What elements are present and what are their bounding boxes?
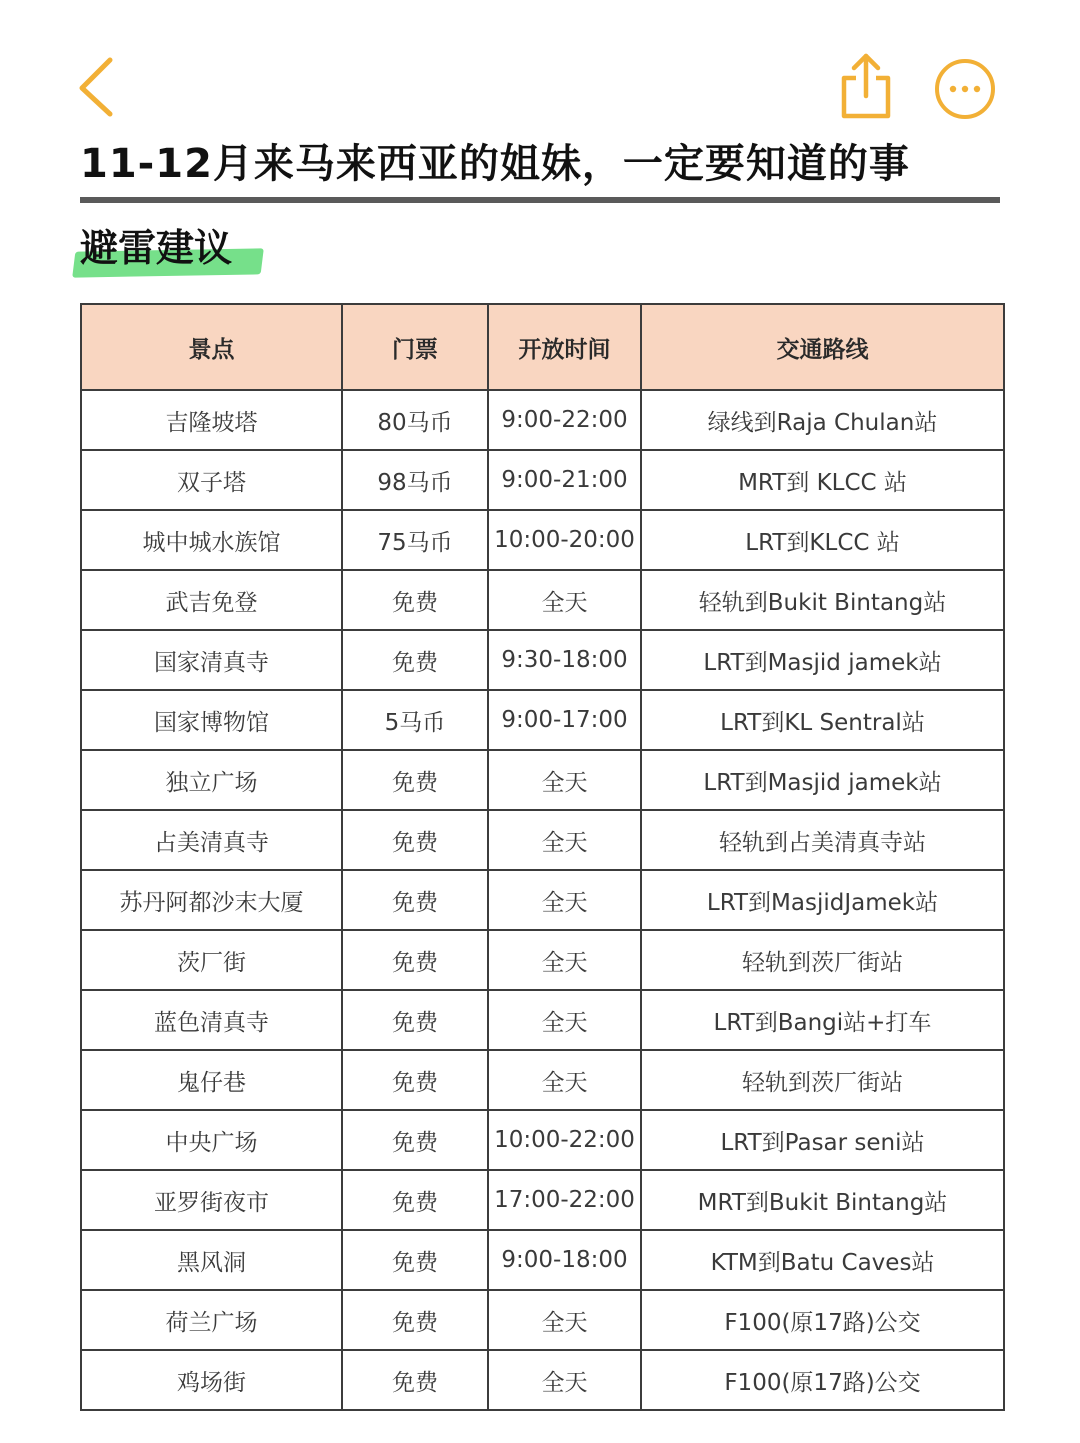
- table-row: [81, 990, 1004, 1050]
- column-header-route: 交通路线: [641, 304, 1004, 390]
- post-title: 11-12月来马来西亚的姐妹，一定要知道的事: [80, 141, 910, 187]
- ticket-cell: 75马币: [342, 510, 488, 570]
- ticket-cell: 免费: [342, 1230, 488, 1290]
- route-cell: F100(原17路)公交: [641, 1350, 1004, 1410]
- route-cell: 轻轨到茨厂街站: [641, 930, 1004, 990]
- hours-cell: 全天: [488, 810, 641, 870]
- share-icon: [832, 50, 898, 122]
- hours-cell: 全天: [488, 750, 641, 810]
- attraction-cell: 城中城水族馆: [81, 510, 342, 570]
- route-cell: KTM到Batu Caves站: [641, 1230, 1004, 1290]
- ticket-cell: 免费: [342, 1170, 488, 1230]
- hours-cell: 9:00-18:00: [488, 1230, 641, 1290]
- attraction-cell: 双子塔: [81, 450, 342, 510]
- attraction-cell: 亚罗街夜市: [81, 1170, 342, 1230]
- route-cell: F100(原17路)公交: [641, 1290, 1004, 1350]
- route-cell: LRT到Masjid jamek站: [641, 630, 1004, 690]
- more-button[interactable]: [932, 56, 998, 122]
- column-header-ticket: 门票: [342, 304, 488, 390]
- hours-cell: 9:30-18:00: [488, 630, 641, 690]
- ticket-cell: 免费: [342, 930, 488, 990]
- ticket-cell: 免费: [342, 1290, 488, 1350]
- table-row: [81, 390, 1004, 450]
- table-row: [81, 1110, 1004, 1170]
- section-heading: [74, 226, 232, 282]
- table-row: [81, 1050, 1004, 1110]
- chevron-left-icon: [70, 52, 130, 122]
- hours-cell: 全天: [488, 1350, 641, 1410]
- route-cell: LRT到Bangi站+打车: [641, 990, 1004, 1050]
- title-divider: [80, 197, 1000, 203]
- column-header-hours: 开放时间: [488, 304, 641, 390]
- attractions-table: [80, 303, 1005, 1411]
- route-cell: LRT到Masjid jamek站: [641, 750, 1004, 810]
- hours-cell: 17:00-22:00: [488, 1170, 641, 1230]
- table-row: [81, 690, 1004, 750]
- back-button[interactable]: [70, 52, 130, 122]
- route-cell: LRT到KL Sentral站: [641, 690, 1004, 750]
- attraction-cell: 荷兰广场: [81, 1290, 342, 1350]
- attraction-cell: 鸡场街: [81, 1350, 342, 1410]
- ticket-cell: 免费: [342, 990, 488, 1050]
- table-row: [81, 930, 1004, 990]
- route-cell: MRT到Bukit Bintang站: [641, 1170, 1004, 1230]
- hours-cell: 全天: [488, 570, 641, 630]
- route-cell: 绿线到Raja Chulan站: [641, 390, 1004, 450]
- hours-cell: 9:00-21:00: [488, 450, 641, 510]
- table-header-row: [81, 304, 1004, 390]
- attraction-cell: 吉隆坡塔: [81, 390, 342, 450]
- attraction-cell: 苏丹阿都沙末大厦: [81, 870, 342, 930]
- table-row: [81, 510, 1004, 570]
- table-row: [81, 570, 1004, 630]
- hours-cell: 10:00-20:00: [488, 510, 641, 570]
- table-row: [81, 1170, 1004, 1230]
- attraction-cell: 中央广场: [81, 1110, 342, 1170]
- table-row: [81, 810, 1004, 870]
- more-horizontal-icon: [932, 56, 998, 122]
- ticket-cell: 免费: [342, 1050, 488, 1110]
- hours-cell: 全天: [488, 1050, 641, 1110]
- share-button[interactable]: [832, 50, 898, 122]
- attraction-cell: 占美清真寺: [81, 810, 342, 870]
- ticket-cell: 免费: [342, 570, 488, 630]
- route-cell: 轻轨到占美清真寺站: [641, 810, 1004, 870]
- hours-cell: 全天: [488, 930, 641, 990]
- route-cell: MRT到 KLCC 站: [641, 450, 1004, 510]
- hours-cell: 9:00-22:00: [488, 390, 641, 450]
- table-row: [81, 750, 1004, 810]
- attraction-cell: 鬼仔巷: [81, 1050, 342, 1110]
- attraction-cell: 国家博物馆: [81, 690, 342, 750]
- table-row: [81, 630, 1004, 690]
- attraction-cell: 茨厂街: [81, 930, 342, 990]
- hours-cell: 全天: [488, 1290, 641, 1350]
- ticket-cell: 80马币: [342, 390, 488, 450]
- ticket-cell: 免费: [342, 1110, 488, 1170]
- ticket-cell: 免费: [342, 1350, 488, 1410]
- section-title: 避雷建议: [80, 226, 233, 270]
- table-row: [81, 1350, 1004, 1410]
- ticket-cell: 98马币: [342, 450, 488, 510]
- hours-cell: 9:00-17:00: [488, 690, 641, 750]
- attraction-cell: 国家清真寺: [81, 630, 342, 690]
- attraction-cell: 武吉免登: [81, 570, 342, 630]
- table-row: [81, 450, 1004, 510]
- table-body: [81, 390, 1004, 1410]
- ticket-cell: 5马币: [342, 690, 488, 750]
- attraction-cell: 独立广场: [81, 750, 342, 810]
- ticket-cell: 免费: [342, 630, 488, 690]
- attraction-cell: 蓝色清真寺: [81, 990, 342, 1050]
- ticket-cell: 免费: [342, 810, 488, 870]
- route-cell: 轻轨到茨厂街站: [641, 1050, 1004, 1110]
- route-cell: LRT到KLCC 站: [641, 510, 1004, 570]
- hours-cell: 10:00-22:00: [488, 1110, 641, 1170]
- ticket-cell: 免费: [342, 750, 488, 810]
- route-cell: 轻轨到Bukit Bintang站: [641, 570, 1004, 630]
- hours-cell: 全天: [488, 870, 641, 930]
- attraction-cell: 黑风洞: [81, 1230, 342, 1290]
- column-header-attraction: 景点: [81, 304, 342, 390]
- table-row: [81, 1230, 1004, 1290]
- hours-cell: 全天: [488, 990, 641, 1050]
- route-cell: LRT到MasjidJamek站: [641, 870, 1004, 930]
- ticket-cell: 免费: [342, 870, 488, 930]
- table-row: [81, 870, 1004, 930]
- table-row: [81, 1290, 1004, 1350]
- route-cell: LRT到Pasar seni站: [641, 1110, 1004, 1170]
- top-toolbar: [0, 0, 1080, 140]
